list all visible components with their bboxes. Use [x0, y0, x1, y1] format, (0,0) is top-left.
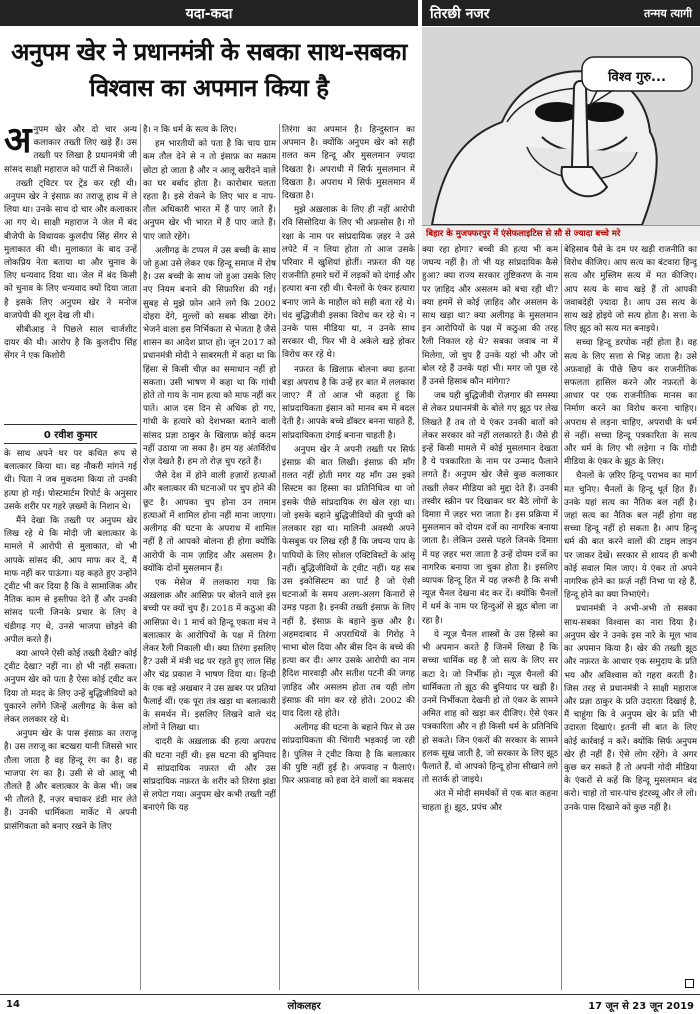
col1-top-para-3: सीबीआइ ने पिछले साल चार्जशीट दायर की थी। आरोप है कि कुलदीप सिंह सेंगर ने एक किशोरी	[4, 325, 137, 362]
col1-bottom-para-2: मैंने देखा कि तख्ती पर अनुपम खेर लिख रहे थे कि मोदी जी बलात्कार के मामले में आरोपी से मुलाकात, वो भी आपके सांसद की, आप माफ कर दें, मैं माफ नहीं कर पाऊंगा। यह कहते हुए उन्होंने ट्वीट भी कर दिया है कि वे सामाजिक और नैतिक काम से इस्तीफा देते हैं और उनकी सांसद पत्नी जिनके प्रचार के लिए वे चंडीगढ़ गए थे, उनसे भाजपा छोड़ने की अपील करते हैं।	[4, 516, 137, 645]
publication-name: लोकलहर	[287, 1000, 321, 1012]
column-divider	[140, 124, 141, 990]
col1-bottom-para-1: के साथ अपने घर पर कथित रूप से बलात्कार किया था। वह नौकरी मांगने गई थी। पिता ने जब मुकदमा किया तो उनकी हत्या हो गई। पोस्टमार्टम रिपोर्ट के अनुसार उसके शरीर पर गहरे ज़ख्मों के निशान थे।	[4, 449, 137, 512]
column-divider	[418, 244, 419, 990]
col2-para-2: हम भारतीयों को पता है कि चाय ग्राम कम तौल देने से न तो इंसाफ़ का मक़ाम छोटा हो जाता है और न आलू खरीदने वाले का घर बर्बाद होता है। कारोबार चलता रहता है। इसे रोकने के लिए भार व नाप-तौल अधिकारी भारत में हैं पाए जाते हैं। अनुपम खेर भी भारत में हैं पाए जाते हैं। पाए जाते रहेंगे।	[143, 139, 276, 242]
column-2	[143, 124, 276, 990]
column-divider	[279, 124, 280, 990]
column-divider	[561, 244, 562, 990]
col5-para-4: प्रधानमंत्री ने अभी-अभी तो सबका साथ-सबका विश्वास का नारा दिया है। अनुपम खेर ने उनके इस नारे के मूल भाव का अपमान किया है। खेर की तख्ती झूठ और नफ़रत के आधार एक समुदाय के प्रति भय और अविश्वास को गहरा करती है। जिस तरह से प्रधानमंत्री ने साक्षी महाराज और प्रज्ञा ठाकुर के प्रति उदारता दिखाई है, मैं चाहूंगा कि वे अनुपम खेर के प्रति भी उदारता दिखाएं। इतनी सी बात के लिए कोई कार्रवाई न करें। क्योंकि सिर्फ अनुपम खेर ही नहीं हैं। ऐसे लोग रहेंगे। वे अगर कुछ कर सकते हैं तो अपनी गोदी मीडिया के एंकरों से कहें कि हिन्दू मुसलमान बंद करो। चाहो तो चार-पांच इंटरव्यू और ले लो। उनके पास दिखाने को कुछ नहीं है।	[564, 604, 697, 813]
column-1-bottom	[4, 448, 137, 990]
cartoon-drawing	[422, 27, 700, 225]
col1-top-para-2: तख्ती ट्विटर पर ट्रेंड कर रही थी। अनुपम खेर ने इंसाफ़ का तराज़ू हाथ में ले लिया था। उनके साथ दो चार और कलाकार आ गए थे। साक्षी महाराज ने जेल में बंद बीजेपी के विधायक कुलदीप सिंह सेंगर से मुलाकात की थी। मुलाकात के बाद उन्हें लोकप्रिय नेता बताया था और चुनाव के लिए धन्यवाद दिया था। जेल में बंद किसी को चुनाव के लिए धन्यवाद क्यों दिया जाता है इसके लिए अनुपम खेर ने मनोज वाजपेयी की शूल देख ली थी।	[4, 178, 137, 321]
column-1-top	[4, 124, 137, 422]
col5-para-3: चैनलों के ज़रिए हिन्दू पराभव का मार्ग मत चुनिए। चैनलों के हिन्दू धूर्त हित हैं। उनके यहां सत्य का नैतिक बल नहीं है। जहां सत्य का नैतिक बल नहीं होगा वह सच्चा हिन्दू नहीं हो सकता है। आप हिन्दू धर्म की बात करने वालों की टाइम लाइन पर जाकर देखें। सरकार से शायद ही कभी कोई सवाल मिल जाए। ये एंकर तो अपने नागरिक होने का फ़र्ज़ नहीं निभा पा रहे हैं, हिन्दू होने का क्या निभाएंगे।	[564, 471, 697, 601]
cartoon-caption: बिहार के मुजफ्फरपुर में एंसेफलाइटिस से सौ से ज्यादा बच्चे मरे	[422, 225, 700, 241]
drop-cap: अ	[4, 124, 32, 161]
col3-para-2: मुझे अख़लाक़ के लिए ही नहीं आरोपी रवि सिसोदिया के लिए भी अफ़सोस है। गो रक्षा के नाम पर सांप्रदायिक ज़हर ने उसे लपेटे में न लिया होता तो आज उसके परिवार में खुशियां होतीं। नफ़रत की यह राजनीति हमारे घरों में लड़कों को दंगाई और हत्यारा बना रही थी। चैनलों के एंकर हत्यारा बनाए जाने के माहौल को सही बता रहे थे। चंद बुद्धिजीवी इसका विरोध कर रहे थे। न उनके पास मीडिया था, न उनके साथ सरकार थी, फिर भी वे अकेले खड़े होकर विरोध कर रहे थे।	[282, 205, 415, 361]
col1-top-para-1: अनुपम खेर और दो चार अन्य कलाकार तख्ती लिए खड़े हैं। उस तख्ती पर लिखा है प्रधानमंत्री जी सांसद साक्षी महाराज को पार्टी से निकालें।	[4, 124, 137, 175]
byline: 0 रवीश कुमार	[4, 424, 137, 444]
col2-para-5: एक मेसेज में ललकारा गया कि अख़लाक़ और आसिफ़ पर बोलने वाले इस बच्ची पर क्यों चुप हैं। 2018 में कठुआ की आसिफ़ा थे। 1 मार्च को हिन्दू एकता मंच ने बलात्कार के आरोपियों के पक्ष में तिरंगा लेकर रैली निकाली थी। क्या तिरंगा इसलिए है? उसी में मंत्री चद्र पर रहते हुए लाल सिंह और चंद्र प्रकाश ने भाषण दिया था। हिन्दी के एक बड़े अखबार ने उस ख़बर पर प्रतियां फैलाई थीं। एक पूरा तंत्र खड़ा था बलात्कारी के समर्थन में। इसलिए लिखने वाले चंद लोगों ने लिखा था।	[143, 577, 276, 734]
col2-para-4: जैसे देश में होने वाली हज़ारों हत्याओं और बलात्कार की घटनाओं पर चुप होने की छूट है। आपका चुप होना उन तमाम हत्याओं में शामिल होना नहीं माना जाएगा। अलीगढ़ की घटना के अपराध में शामिल नहीं है तो आपको बोलना ही होगा क्योंकि आरोपी के नाम ज़ाहिद और असलम है। क्योंकि दोनों मुसलमान हैं।	[143, 471, 276, 574]
page-footer	[0, 994, 700, 1014]
col1-bottom-para-4: अनुपम खेर के पास इंसाफ़ का तराजू है। उस तराजू का बटखरा यानी जिससे भार तौला जाता है वह हिन्दू रंग का है। वह भाजपा रंग का है। उसी से वो आलू भी तौलते हैं और बलात्कार के केस भी। जब भी तौलते हैं, नज़र बचाकर डंडी मार लेते हैं। उनकी धार्मिकता मार्केट में अपनी प्रासंगिकता को बनाए रखने के लिए	[4, 729, 137, 832]
col1-bottom-para-3: क्या आपने ऐसी कोई तख्ती देखी? कोई ट्वीट देखा? नहीं ना। हो भी नहीं सकता। अनुपम खेर को पता है ऐसा कोई ट्वीट कर दिया तो मदद के लिए उन्हें बुद्धिजीवियों को पुकारने लगेंगे जिन्हें अलीगढ़ के केस को लेकर ललकार रहे थे।	[4, 649, 137, 726]
headline: अनुपम खेर ने प्रधानमंत्री के सबका साथ-सबका विश्वास का अपमान किया है	[11, 38, 407, 102]
column-4	[422, 244, 558, 990]
col3-para-3: नफ़रत के ख़िलाफ़ बोलना क्या इतना बड़ा अपराध है कि उन्हें हर बात में ललकारा जाए? मैं तो आज भी कहता हूं कि सांप्रदायिकता इंसान को मानव बम में बदल देती है। आपके बच्चे डॉक्टर बनना चाहते हैं, सांप्रदायिकता दंगाई बनाना चाहती है।	[282, 364, 415, 441]
cartoon-speech-text: विश्व गुरु...	[608, 70, 666, 85]
issue-date: 17 जून से 23 जून 2019	[588, 1000, 694, 1012]
col4-para-4: अंत में मोदी समर्थकों से एक बात कहना चाहता हूं। झूठ, प्रपंच और	[422, 789, 558, 813]
col3-para-1: तिरंगा का अपमान है। हिन्दुस्तान का अपमान है। क्योंकि अनुपम खेर को सही ग़लत कम हिन्दू और मुसलमान ज़्यादा दिखता है। अपराधी में सिर्फ मुसलमान में दिखता है। अपराध में सिर्फ मुसलमान में दिखता है।	[282, 125, 415, 202]
col2-para-3: अलीगढ़ के टप्पल में उस बच्ची के साथ जो हुआ उसे लेकर एक हिन्दू समाज में रोष है। उस बच्ची के साथ जो हुआ उसके लिए नए नियम बनाने की सिफ़ारिश की गई। सुबह से मुझे फ़ोन आने लगे कि 2002 दोहरा देंगे, मुल्लों को सबक सीखा देंगे। भेजने वाला इस निर्भिकता से भेजता है जैसे शासन का आदेश प्राप्त हो। जून 2017 को प्रधानमंत्री मोदी ने साबरमती में कहा था कि हिंसा से किसी चीज़ का समाधान नहीं हो सकता। उसी भाषण में कहा था कि गांधी होते तो गाय के नाम हत्या को माफ नहीं कर पाते। आज दस दिन से अधिक हो गए, गांधी के हत्यारे को देशभक्त बताने वाली सांसद प्रज्ञा ठाकुर के खिलाफ़ कोई कदम नहीं उठाया जा सका है। हम यह अंतर्विरोध रोज़ देखते हैं। हम तो रोज़ चुप रहते हैं।	[143, 245, 276, 468]
col4-para-2: जब यही बुद्धिजीवी रोज़गार की समस्या से लेकर प्रधानमंत्री के बोले गए झूठ पर लेख लिखते हैं तब तो ये एंकर उनकी बातों को लेकर सरकार को नहीं ललकारते हैं। जैसे ही इन्हें किसी मामले में कोई मुसलमान देखता है ये पत्रकारिता के नाम पर उन्माद फैलाने लगते हैं। अनुपम खेर जैसे कुछ कलाकार तख्ती लेकर मीडिया को मुद्दा देते हैं। उनकी तस्वीर स्क्रीन पर दिखाकर घर बैठे लोगों के दिमाग़ में ज़हर भरा जाता है। इस प्रक्रिया में मुसलमान को दोयम दर्जे का नागरिक बनाया जाता है। लेकिन उससे पहले जिनके दिमाग़ में यह ज़हर भरा जाता है उन्हें दोयम दर्जे का नागरिक बनाया जा चुका होता है। इसलिए व्यापक हिन्दू हित में यह ज़रूरी है कि सभी न्यूज़ चैनल देखना बंद कर दें। क्योंकि चैनलों में धर्म के नाम पर हिन्दुओं से झूठ बोला जा रहा है।	[422, 391, 558, 626]
column-5	[564, 244, 697, 990]
column-3	[282, 124, 415, 990]
end-mark-icon	[685, 979, 694, 988]
column-title: तिरछी नजर	[430, 5, 490, 22]
col3-para-4: अनुपम खेर ने अपनी तख्ती पर सिर्फ इंसाफ़ की बात लिखी। इंसाफ़ की माँग ग़लत नहीं होती मगर यह माँग उस इको सिस्टम का हिस्सा का प्रतिनिधित्व था जो इसके पीछे सांप्रदायिक रंग खेल रहा था। जो इसके बहाने बुद्धिजीवियों की चुप्पी को ललकार रहा था। मालिनी अवस्थी अपने फेसबुक पर लिख रही हैं कि जघन्य पाप के पापियों के लिए सोशल एक्टिविस्टों के आंसू नहीं। बुद्धिजीवियों के ट्वीट नहीं। यह सब उस इकोसिस्टम का पार्ट है जो ऐसी घटनाओं के समय अलग-अलग किनारों से उमड़ पड़ता है। इनकी तख्ती इंसाफ़ के लिए नहीं है, इंसाफ़ के बहाने कुछ और है। अहमदाबाद में अपराधियों के गिरोह ने भाभा बोल दिया और बीस दिन के बच्चे की हत्या कर दी। अगर उसके आरोपी का नाम हैदिश मारवाड़ी और सतीश पटनी की जगह ज़ाहिद और असलम होता तब यही लोग इंसाफ़ की मांग कर रहे होते। 2002 की याद दिला रहे होते।	[282, 444, 415, 719]
col4-para-1: क्या रहा होगा? बच्ची की हत्या भी कम जघन्य नहीं है। तो भी यह सांप्रदायिक कैसे हुआ? क्या राज्य सरकार तुष्टिकरण के नाम पर ज़ाहिद और असलम को बचा रही थी? क्या हममें से कोई ज़ाहिद और असलम के साथ खड़ा था? क्या अलीगढ़ के मुसलमान इन आरोपियों के पक्ष में कठुआ की तरह रैली निकाल रहे थे? सबका जवाब ना में मिलेगा, जो चुप हैं उनके यहां भी और जो बोल रहे हैं उनके यहां भी। मगर जो पूछ रहे हैं उनसे हिसाब कौन मांगेगा?	[422, 245, 558, 388]
cartoon	[422, 27, 700, 225]
col4-para-3: ये न्यूज़ चैनल शास्त्रों के उस हिस्से का भी अपमान करते हैं जिनमें लिखा है कि सच्चा धार्मिक वह है जो सत्य के लिए सर कटा दे। जो निर्भीक हो। न्यूज़ चैनलों की धार्मिकता तो झूठ की बुनियाद पर खड़ी है। उनमें निर्भीकता देखनी हो तो एंकर के सामने अमित शाह को खड़ा कर दीजिए। ऐसे एंकर पत्रकारिता और न ही किसी धर्म के प्रतिनिधि हो सकते। जिन एंकरों की सरकार के सामने हलक सूख जाती है, जो सरकार के लिए झूठ फैलाते हैं, वो आपको हिन्दू होना सीखाने लगे तो सतर्क हो जाइये।	[422, 629, 558, 786]
col2-para-6: दादरी के अख़लाक़ की हत्या अपराध की घटना नहीं थी। इस घटना की बुनियाद में सांप्रदायिक नफ़रत थी और उस सांप्रदायिक नफ़रत के शरीर को तिरंगा झंडा से लपेटा गया। अनुपम खेर कभी तख्ती नहीं बनाएंगे कि यह	[143, 737, 276, 814]
column-author: तन्मय त्यागी	[643, 6, 692, 20]
col2-para-1: है। न कि धर्म के सत्य के लिए।	[143, 125, 237, 135]
column-header	[422, 0, 700, 26]
col3-para-5: अलीगढ़ की घटना के बहाने फिर से उस सांप्रदायिकता की चिंगारी भड़काई जा रही है। पुलिस ने ट्वीट किया है कि बलात्कार की पुष्टि नहीं हुई है। अफवाह न फैलाएं। फिर अफ़वाह को हवा देने वालों का मकसद	[282, 723, 415, 786]
page-number: 14	[6, 999, 20, 1010]
col5-para-2: सच्चा हिन्दू डरपोक नहीं होता है। वह सत्य के लिए सत्ता से भिड़ जाता है। उसे अफ़वाहों के पीछे छिप कर राजनीतिक सफलता हासिल करने और नफ़रतों के आधार पर एक राजनीतिक मानस का निर्माण करने का विरोध करना चाहिए। अपराध से लड़ना चाहिए, अपराधी के धर्म से नहीं। सच्चा हिन्दू पत्रकारिता के सत्य और धर्म के लिए भी लड़ेगा न कि गोदी मीडिया के एंकर के झूठ के लिए।	[564, 338, 697, 468]
section-header	[0, 0, 418, 26]
section-title: यदा-कदा	[185, 5, 233, 22]
col5-para-1: बेहिसाब पैसे के दम पर खड़ी राजनीति का विरोध कीजिए। आप सत्य का बंटवारा हिन्दू सत्य और मुस्लिम सत्य में मत कीजिए। आप सत्य के साथ खड़े हैं तो आपकी जवाबदेही ज़्यादा है। आप उस सत्य के साथ खड़े होइये जो सत्य होता है। सत्ता के लिए झूठ को सत्य मत बनाइये।	[564, 245, 697, 335]
